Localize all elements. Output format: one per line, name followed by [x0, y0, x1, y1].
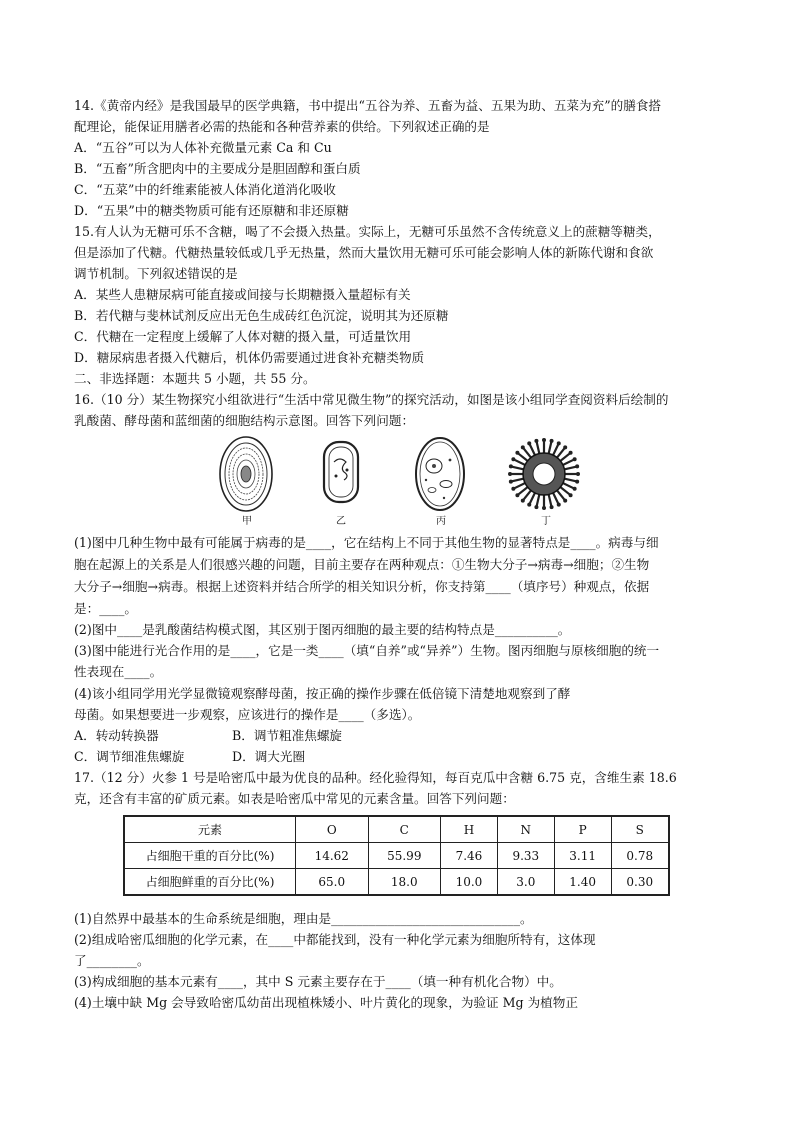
table-header-row	[124, 816, 669, 843]
table-header-cell: H	[441, 816, 498, 843]
table-header-cell: N	[497, 816, 554, 843]
table-cell: 占细胞鲜重的百分比(%)	[124, 869, 296, 896]
q16-option-d: D．调大光圈	[232, 749, 306, 764]
q16-option-b: B．调节粗准焦螺旋	[232, 728, 343, 743]
q17-part3: (3)构成细胞的基本元素有____，其中 S 元素主要存在于____（填一种有机化合物）中。	[74, 974, 562, 989]
cell-bing-drawing	[416, 438, 464, 510]
q14-option-a: A．“五谷”可以为人体补充微量元素 Ca 和 Cu	[74, 140, 332, 155]
table-cell: 10.0	[441, 869, 498, 896]
table-cell: 7.46	[441, 843, 498, 869]
cell-structure-figure	[214, 436, 580, 530]
q15-stem-line-3: 调节机制。下列叙述错误的是	[74, 266, 238, 281]
q16-part1-line-4: 是：____。	[74, 601, 137, 616]
q14-option-d: D．“五果”中的糖类物质可能有还原糖和非还原糖	[74, 203, 349, 218]
table-header-cell: S	[611, 816, 669, 843]
table-header-cell: C	[368, 816, 441, 843]
section-2-heading: 二、非选择题：本题共 5 小题，共 55 分。	[74, 371, 316, 386]
table-cell: 55.99	[368, 843, 441, 869]
q14-option-b: B．“五畜”所含肥肉中的主要成分是胆固醇和蛋白质	[74, 161, 361, 176]
table-cell: 3.11	[554, 843, 611, 869]
table-row	[124, 843, 669, 869]
q15-option-d: D．糖尿病患者摄入代糖后，机体仍需要通过进食补充糖类物质	[74, 350, 425, 365]
q17-stem-line-2: 克，还含有丰富的矿质元素。如表是哈密瓜中常见的元素含量。回答下列问题：	[74, 791, 515, 806]
q16-part3-line-2: 性表现在____。	[74, 664, 163, 679]
q16-part1-line-1: (1)图中几种生物中最有可能属于病毒的是____，它在结构上不同于其他生物的显著特点是____。病毒与细	[74, 535, 659, 550]
q16-option-c: C．调节细准焦螺旋	[74, 749, 185, 764]
table-cell: 0.30	[611, 869, 669, 896]
q16-stem-line-2: 乳酸菌、酵母菌和蓝细菌的细胞结构示意图。回答下列问题：	[74, 413, 415, 428]
q15-stem-line-1: 15.有人认为无糖可乐不含糖，喝了不会摄入热量。实际上，无糖可乐虽然不含传统意义上的蔗糖等糖类，	[74, 224, 661, 239]
q17-part4: (4)土壤中缺 Mg 会导致哈密瓜幼苗出现植株矮小、叶片黄化的现象，为验证 Mg 为植物正	[74, 995, 578, 1010]
table-cell: 18.0	[368, 869, 441, 896]
table-row	[124, 869, 669, 896]
table-cell: 3.0	[497, 869, 554, 896]
table-cell: 65.0	[296, 869, 369, 896]
q15-option-a: A．某些人患糖尿病可能直接或间接与长期糖摄入量超标有关	[74, 287, 411, 302]
table-header-cell: O	[296, 816, 369, 843]
table-header-cell: P	[554, 816, 611, 843]
figure-label-jia: 甲	[242, 516, 252, 527]
q16-stem-line-1: 16.（10 分）某生物探究小组欲进行“生活中常见微生物”的探究活动，如图是该小组同学查阅资料后绘制的	[74, 392, 669, 407]
q16-part1-line-3: 大分子→细胞→病毒。根据上述资料并结合所学的相关知识分析，你支持第____（填序号）种观点，依据	[74, 579, 650, 594]
q16-part2: (2)图中____是乳酸菌结构模式图，其区别于图丙细胞的最主要的结构特点是__________。	[74, 622, 571, 637]
q14-stem-line-1: 14.《黄帝内经》是我国最早的医学典籍，书中提出“五谷为养、五畜为益、五果为助、五菜为充”的膳食搭	[74, 98, 662, 113]
table-cell: 0.78	[611, 843, 669, 869]
q16-part4-line-2: 母菌。如果想要进一步观察，应该进行的操作是____（多选）。	[74, 707, 421, 722]
q16-option-a: A．转动转换器	[74, 728, 159, 743]
q16-part3-line-1: (3)图中能进行光合作用的是____，它是一类____（填“自养”或“异养”）生物。图丙细胞与原核细胞的统一	[74, 643, 660, 658]
table-cell: 占细胞干重的百分比(%)	[124, 843, 296, 869]
q14-option-c: C．“五菜”中的纤维素能被人体消化道消化吸收	[74, 182, 336, 197]
q16-options-cd	[74, 747, 734, 767]
q17-part2-line-2: 了________。	[74, 953, 150, 968]
element-content-table	[123, 815, 670, 896]
q16-part4-line-1: (4)该小组同学用光学显微镜观察酵母菌，按正确的操作步骤在低倍镜下清楚地观察到了酵	[74, 686, 571, 701]
table-cell: 1.40	[554, 869, 611, 896]
cell-jia-drawing	[220, 437, 272, 511]
cell-yi-drawing	[324, 442, 358, 502]
cell-diagrams	[214, 436, 580, 516]
q14-stem-line-2: 配理论，能保证用膳者必需的热能和各种营养素的供给。下列叙述正确的是	[74, 119, 490, 134]
q17-part1: (1)自然界中最基本的生命系统是细胞，理由是______________________________。	[74, 911, 533, 926]
q15-stem-line-2: 但是添加了代糖。代糖热量较低或几乎无热量，然而大量饮用无糖可乐可能会影响人体的新陈代谢和食欲	[74, 245, 654, 260]
q15-option-b: B．若代糖与斐林试剂反应出无色生成砖红色沉淀，说明其为还原糖	[74, 308, 449, 323]
table-cell: 14.62	[296, 843, 369, 869]
figure-label-yi: 乙	[336, 516, 346, 527]
figure-label-bing: 丙	[436, 516, 446, 527]
q17-part2-line-1: (2)组成哈密瓜细胞的化学元素，在____中都能找到，没有一种化学元素为细胞所特有，这体现	[74, 932, 596, 947]
table-cell: 9.33	[497, 843, 554, 869]
table-header-cell: 元素	[124, 816, 296, 843]
q15-option-c: C．代糖在一定程度上缓解了人体对糖的摄入量，可适量饮用	[74, 329, 412, 344]
figure-label-ding: 丁	[541, 516, 551, 527]
cell-ding-drawing	[508, 438, 580, 510]
q16-part1-line-2: 胞在起源上的关系是人们很感兴趣的问题，目前主要存在两种观点：①生物大分子→病毒→细胞；②生物	[74, 557, 650, 572]
q17-stem-line-1: 17.（12 分）火参 1 号是哈密瓜中最为优良的品种。经化验得知，每百克瓜中含糖 6.75 克，含维生素 18.6	[74, 770, 677, 785]
q16-options-ab	[74, 726, 734, 746]
